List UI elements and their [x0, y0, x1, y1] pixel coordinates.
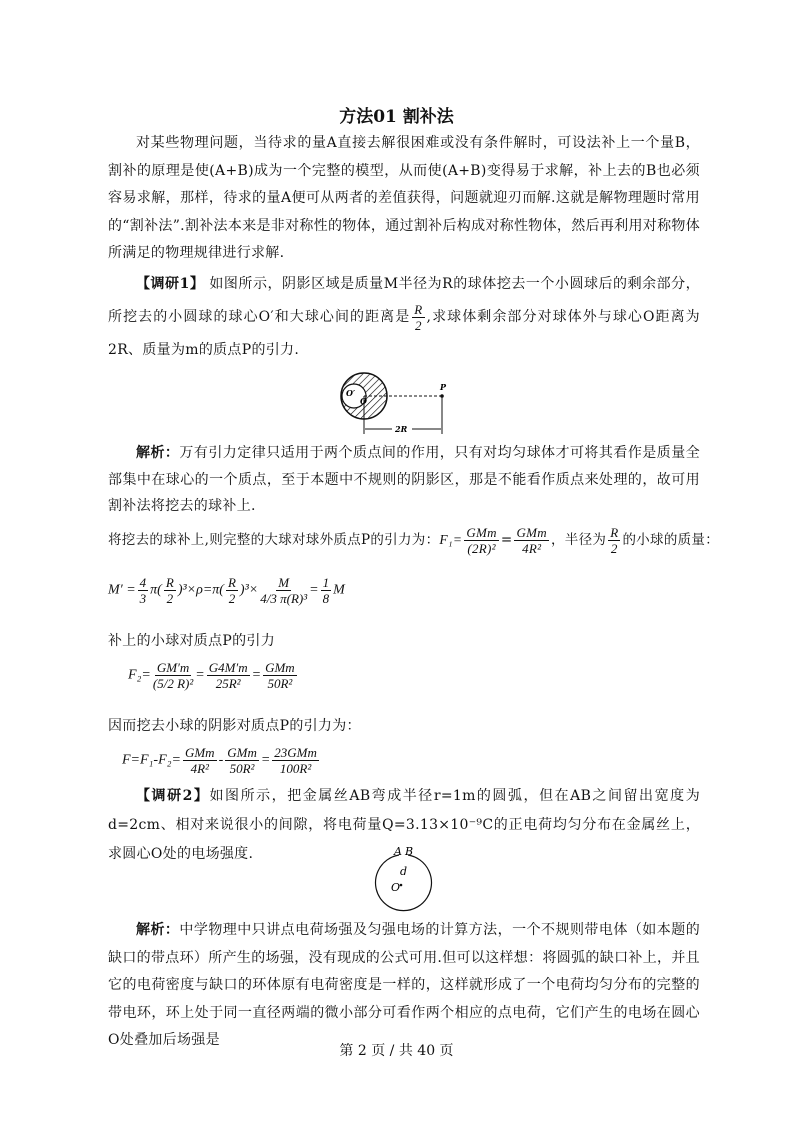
text: 的小球的质量：	[622, 532, 720, 548]
question-2-text: 如图所示，把金属丝AB弯成半径r=1m的圆弧，但在AB之间留出宽度为d=2cm、相对来说很小的间隙，将电荷量Q=3.13×10⁻⁹C的正电荷均匀分布在金属丝上，求圆心O处的电场强度.	[108, 788, 700, 862]
label-2r: 2R	[395, 424, 408, 434]
question-1-text-a: 如图所示，阴影区域是质量M半径为R的球体挖去一个小圆球后的剩余部分，所挖去的小圆球的球心O′和大球心间的距离是	[108, 276, 700, 325]
f2-formula: F₂= $\frac{GM'm}{\text{(5/2 R)²}}$ = $\frac{G4M'm}{\text{25R²}}$ = $\frac{\text{GMm}}{\text{50R²}}$	[128, 660, 295, 691]
intro-paragraph: 对某些物理问题，当待求的量A直接去解很困难或没有条件解时，可设法补上一个量B，割补的原理是使(A+B)成为一个完整的模型，从而使(A+B)变得易于求解，补上去的B也必须容易求解，那样，待求的量A便可从两者的差值获得，问题就迎刃而解.这就是解物理题时常用的“割补法”.割补法本来是非对称性的物体，通过割补后构成对称性物体，然后再利用对称物体所满足的物理规律进行求解.	[108, 135, 700, 261]
ring-figure	[368, 845, 438, 915]
label-o: O	[360, 396, 367, 406]
analysis-1-line3: 补上的小球对质点P的引力	[108, 633, 276, 649]
denominator: 2	[415, 317, 422, 333]
label-a: A	[394, 845, 402, 858]
fraction: $\frac{\text{GMm}}{\text{4R²}}$	[516, 525, 547, 556]
fraction-r-over-2	[412, 302, 424, 333]
arc-wire	[376, 855, 432, 911]
analysis-1-text: 万有引力定律只适用于两个质点间的作用，只有对均匀球体才可将其看作是质量全部集中在球心的一个质点，至于本题中不规则的阴影区，那是不能看作质点来处理的，故可用割补法将挖去的球补上.	[108, 445, 700, 514]
text: ，半径为	[550, 532, 607, 548]
fraction: $\frac{\text{GMm}}{\text{(2R)²}}$	[466, 525, 497, 556]
analysis-1-label: 解析：	[136, 445, 180, 461]
point-p	[440, 394, 444, 398]
sphere-figure	[340, 368, 460, 438]
m-prime-formula: M′ = $\frac{4}{3}$ π( $\frac{R}{2}$ )³×ρ=π( $\frac{R}{2}$ )³× $\frac{M}{\text{4/3 π(R)³}}$ = $\frac{1}{8}$ M	[108, 575, 345, 606]
label-b: B	[405, 845, 414, 858]
analysis-2-text: 中学物理中只讲点电荷场强及匀强电场的计算方法，一个不规则带电体（如本题的缺口的带点环）所产生的场强，没有现成的公式可用.但可以这样想：将圆弧的缺口补上，并且它的电荷密度与缺口的环体原有电荷密度是一样的，这样就形成了一个电荷均匀分布的完整的带电环，环上处于同一直径两端的微小部分可看作两个相应的点电荷，它们产生的电场在圆心O处叠加后场强是	[108, 922, 700, 1048]
fraction: $\frac{R}{2}$	[610, 525, 619, 556]
analysis-1-line4: 因而挖去小球的阴影对质点P的引力为：	[108, 718, 361, 734]
analysis-2	[108, 917, 700, 1055]
label-d: d	[400, 865, 408, 878]
question-1-label: 【调研1】	[136, 276, 205, 292]
question-1-text-b: ,求球体剩余部分对球体外与球心O距离为2R、质量为m的质点P的引力.	[108, 309, 700, 358]
analysis-1	[108, 440, 700, 520]
text: 将挖去的球补上,则完整的大球对球外质点P的引力为：	[108, 532, 440, 548]
label-o-prime: O′	[346, 388, 356, 398]
f1-label: F₁=	[439, 532, 463, 547]
f-formula: F=F₁-F₂= $\frac{\text{GMm}}{\text{4R²}}$ - $\frac{\text{GMm}}{\text{50R²}}$ = $\frac{\text{23GMm}}{\text{100R²}}$	[122, 745, 317, 776]
question-1	[108, 268, 700, 367]
label-o: O	[391, 881, 401, 894]
numerator: R	[414, 301, 423, 317]
label-p: P	[440, 382, 447, 392]
page-number: 第 2 页 / 共 40 页	[339, 1043, 454, 1059]
center-point	[400, 884, 403, 887]
analysis-2-label: 解析：	[136, 922, 180, 938]
question-2-label: 【调研2】	[136, 788, 210, 804]
page-title: 方法01 割补法	[339, 107, 454, 127]
f1-line: 将挖去的球补上,则完整的大球对球外质点P的引力为：F₁= $\frac{\text{GMm}}{\text{(2R)²}}$ = $\frac{\text{GMm}}{\text{4R²}}$ ，半径为 $\frac{R}{2}$ 的小球的质量：	[108, 525, 720, 556]
